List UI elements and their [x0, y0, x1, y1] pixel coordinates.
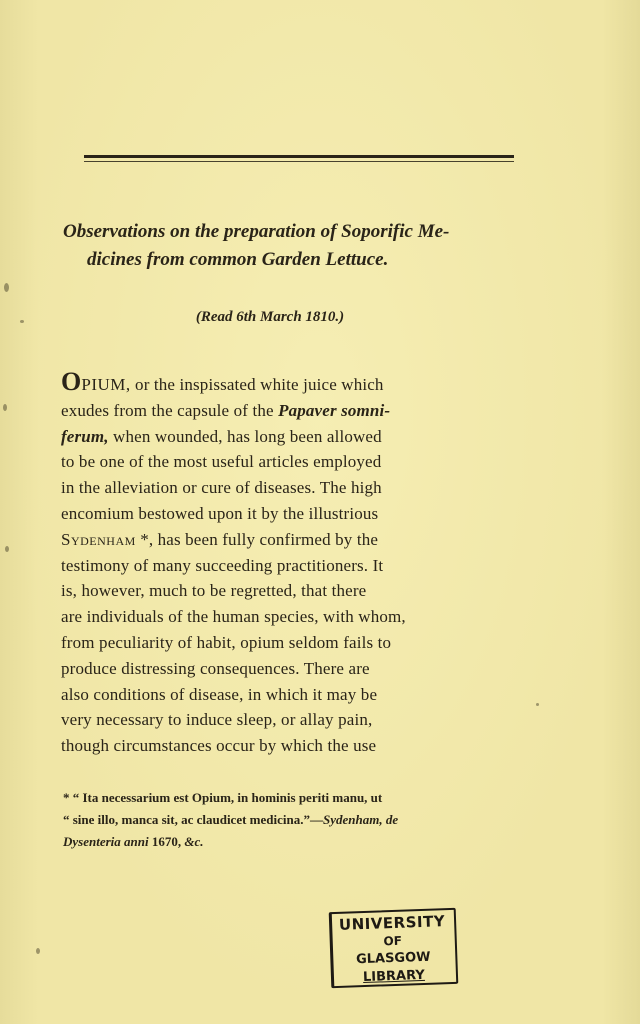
read-date: (Read 6th March 1810.) — [195, 309, 345, 325]
stamp-line-1: UNIVERSITY — [338, 912, 446, 934]
body-line: in the alleviation or cure of diseases. The high — [61, 478, 382, 498]
drop-cap: O — [61, 367, 82, 396]
stamp-line-4: LIBRARY — [362, 967, 426, 986]
body-line: are individuals of the human species, with whom, — [61, 607, 406, 627]
body-line: Sydenham *, has been fully confirmed by the — [61, 529, 379, 549]
article-title — [63, 218, 523, 274]
body-line: though circumstances occur by which the use — [61, 736, 377, 756]
footnote-line: Dysenteria anni 1670, &c. — [63, 834, 204, 849]
library-stamp — [324, 908, 456, 988]
footnote-line: * “ Ita necessarium est Opium, in hominis periti manu, ut — [63, 790, 383, 805]
body-line: is, however, much to be regretted, that there — [61, 581, 367, 601]
body-line: encomium bestowed upon it by the illustrious — [61, 503, 379, 523]
paper-speck — [3, 404, 7, 411]
paper-speck — [36, 948, 40, 954]
title-line-2: dicines from common Garden Lettuce. — [87, 249, 389, 270]
stamp-text — [337, 912, 449, 988]
body-line: also conditions of disease, in which it may be — [61, 684, 378, 704]
header-rule-thick — [84, 155, 514, 158]
body-line: from peculiarity of habit, opium seldom fails to — [61, 632, 392, 652]
stamp-line-3: GLASGOW — [355, 949, 431, 968]
body-line: to be one of the most useful articles employed — [61, 452, 382, 472]
paper-speck — [20, 320, 24, 323]
footnote-line: “ sine illo, manca sit, ac claudicet medicina.”—Sydenham, de — [63, 812, 399, 827]
footnote — [63, 787, 498, 853]
title-line-1: Observations on the preparation of Soporific Me- — [63, 221, 450, 242]
body-line: testimony of many succeeding practitioners. It — [61, 555, 384, 575]
body-line: very necessary to induce sleep, or allay pain, — [61, 710, 373, 730]
paper-speck — [5, 546, 9, 552]
paper-speck — [536, 703, 539, 706]
paper-speck — [4, 283, 9, 292]
body-paragraph — [61, 367, 491, 759]
body-line: OPIUM, or the inspissated white juice which — [61, 367, 384, 396]
body-line: exudes from the capsule of the Papaver somni- — [61, 400, 391, 420]
body-line: produce distressing consequences. There are — [61, 658, 370, 678]
body-line: ferum, when wounded, has long been allowed — [61, 426, 382, 446]
stamp-line-2: OF — [383, 933, 403, 949]
header-rule-thin — [84, 161, 514, 162]
